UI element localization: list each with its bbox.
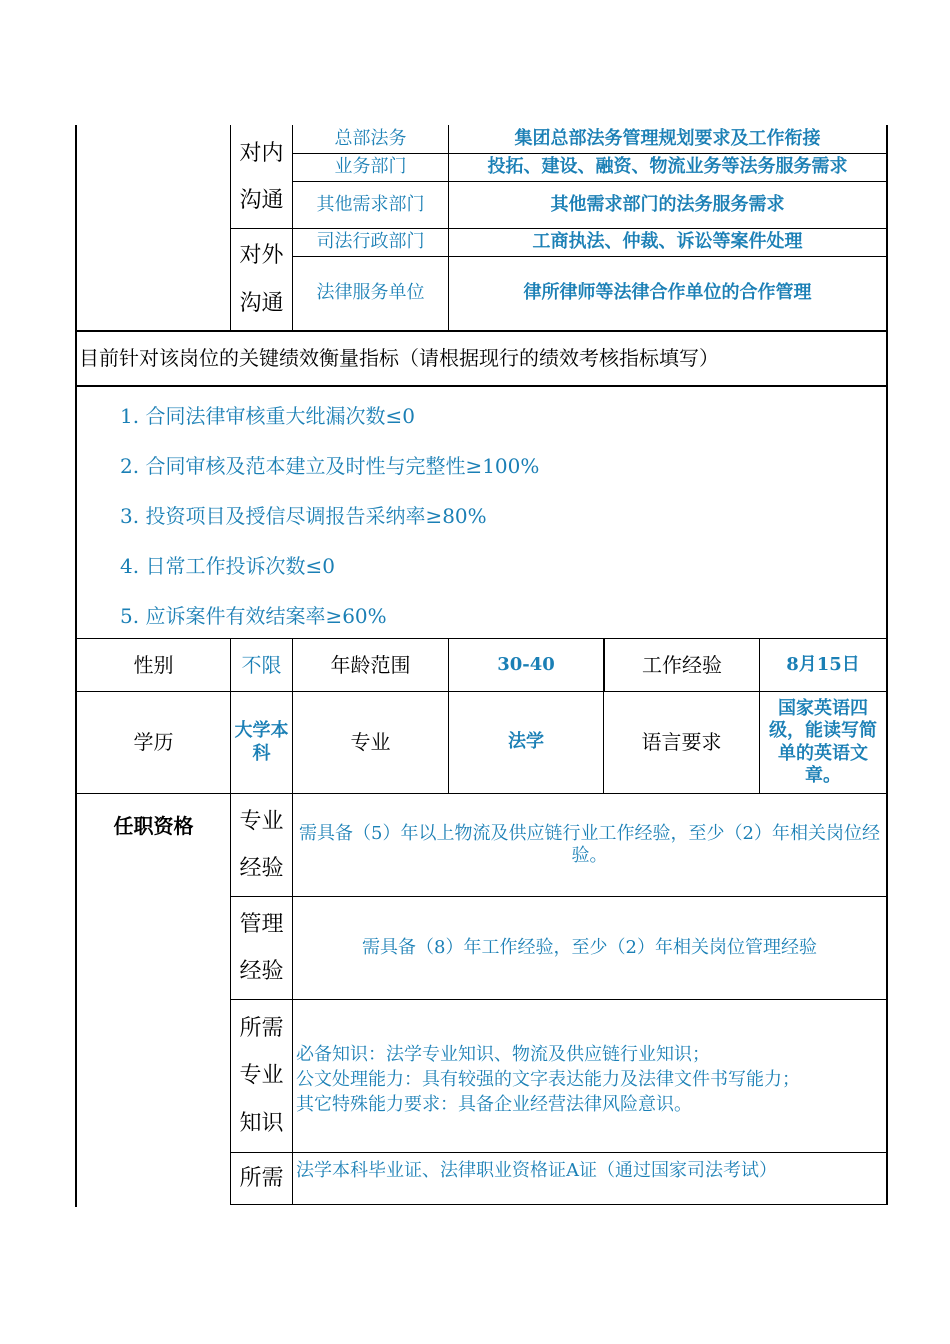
education-value: 大学本科	[234, 720, 289, 764]
gender-value: 不限	[241, 652, 282, 677]
divider	[230, 999, 888, 1000]
knowledge-value	[296, 1042, 884, 1118]
pro-exp-value: 需具备（5）年以上物流及供应链行业工作经验，至少（2）年相关岗位经验。	[299, 822, 880, 866]
comm-content: 律所律师等法律合作单位的合作管理	[523, 282, 812, 304]
knowledge-label-1: 所需	[239, 1015, 284, 1041]
comm-dept: 总部法务	[334, 128, 407, 150]
pro-exp-label-2: 经验	[239, 856, 284, 881]
comm-dept: 其他需求部门	[316, 193, 425, 215]
kpi-item: 1. 合同法律审核重大纰漏次数≤0	[120, 404, 415, 428]
divider	[230, 1152, 888, 1153]
cert-value: 法学本科毕业证、法律职业资格证A证（通过国家司法考试）	[296, 1160, 777, 1181]
mgmt-exp-value: 需具备（8）年工作经验，至少（2）年相关岗位管理经验	[362, 936, 817, 958]
internal-label-2: 沟通	[239, 188, 284, 213]
comm-content: 工商执法、仲裁、诉讼等案件处理	[532, 231, 803, 253]
comm-dept: 法律服务单位	[316, 282, 425, 304]
comm-dept: 司法行政部门	[316, 231, 425, 253]
internal-label-1: 对内	[239, 140, 284, 166]
education-label: 学历	[133, 730, 174, 754]
divider	[75, 385, 888, 387]
age-value: 30-40	[497, 653, 555, 675]
comm-content: 集团总部法务管理规划要求及工作衔接	[514, 128, 821, 150]
experience-label: 工作经验	[642, 652, 722, 677]
divider	[230, 1204, 888, 1205]
knowledge-label	[231, 1000, 292, 1152]
kpi-item: 5. 应诉案件有效结案率≥60%	[120, 604, 387, 628]
mgmt-exp-label-2: 经验	[239, 959, 284, 984]
kpi-item: 2. 合同审核及范本建立及时性与完整性≥100%	[120, 454, 540, 478]
cert-label: 所需	[239, 1165, 284, 1191]
kpi-item: 3. 投资项目及授信尽调报告采纳率≥80%	[120, 504, 487, 528]
kpi-item: 4. 日常工作投诉次数≤0	[120, 554, 335, 578]
qualification-label: 任职资格	[113, 814, 194, 838]
age-label: 年龄范围	[330, 652, 411, 677]
knowledge-line: 其它特殊能力要求：具备企业经营法律风险意识。	[296, 1094, 692, 1116]
gender-label: 性别	[133, 652, 174, 677]
external-comm-label	[231, 229, 292, 330]
major-label: 专业	[350, 730, 391, 754]
language-value: 国家英语四级，能读写简单的英语文章。	[769, 697, 877, 786]
kpi-heading: 目前针对该岗位的关键绩效衡量指标（请根据现行的绩效考核指标填写）	[79, 346, 719, 370]
external-label-2: 沟通	[239, 290, 284, 316]
mgmt-exp-label	[231, 897, 292, 999]
table-right-border	[886, 125, 888, 1205]
comm-dept: 业务部门	[334, 156, 407, 178]
pro-exp-label-1: 专业	[239, 808, 284, 834]
experience-value: 8月15日	[786, 653, 860, 675]
comm-content: 投拓、建设、融资、物流业务等法务服务需求	[487, 156, 848, 178]
knowledge-label-2: 专业	[239, 1063, 284, 1089]
knowledge-label-3: 知识	[239, 1110, 284, 1136]
pro-exp-label	[231, 794, 292, 896]
knowledge-line: 公文处理能力：具有较强的文字表达能力及法律文件书写能力；	[296, 1069, 800, 1091]
internal-comm-label	[231, 126, 292, 228]
language-label: 语言要求	[641, 730, 722, 754]
comm-content: 其他需求部门的法务服务需求	[550, 193, 785, 215]
mgmt-exp-label-1: 管理	[239, 911, 284, 937]
knowledge-line: 必备知识：法学专业知识、物流及供应链行业知识；	[296, 1044, 710, 1065]
major-value: 法学	[508, 731, 544, 753]
external-label-1: 对外	[239, 243, 284, 268]
